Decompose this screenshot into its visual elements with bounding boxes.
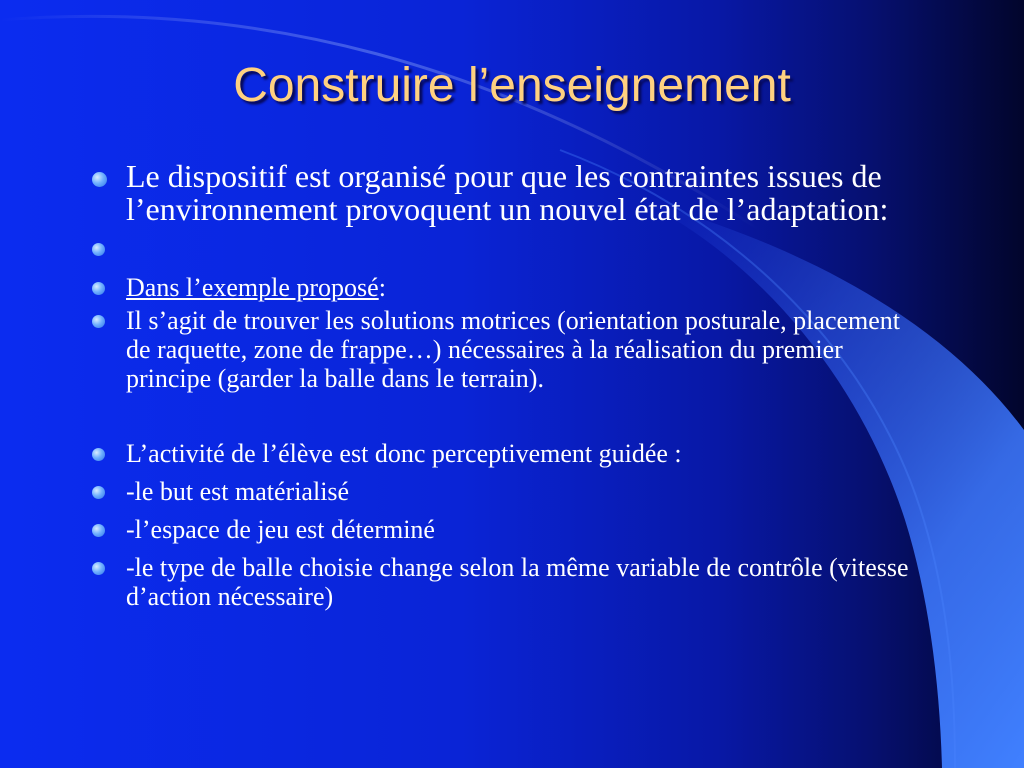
bullet-icon [92,172,107,187]
list-item-text: -le but est matérialisé [126,477,350,506]
bullet-icon [92,315,105,328]
list-item [90,273,920,302]
list-item [90,553,920,611]
list-item-suffix: : [879,191,889,227]
bullet-icon [92,562,105,575]
list-item [90,477,920,506]
list-item [90,160,920,226]
bullet-list [90,160,920,611]
bullet-icon [92,448,105,461]
bullet-icon [92,486,105,499]
list-item-text: Le dispositif est organisé pour que les contraintes issues de l’environnement provoquent un nouvel état de l’adaptation [126,158,882,227]
list-item-text: L’activité de l’élève est donc perceptivement guidée : [126,439,682,468]
list-item [90,439,920,468]
list-item-text: -le type de balle choisie change selon la même variable de contrôle (vitesse d’action nécessaire) [126,553,909,611]
list-item [90,306,920,393]
list-item [90,234,920,263]
list-item-text: Il s’agit de trouver les solutions motrices (orientation posturale, placement de raquette, zone de frappe…) nécessaires à la réalisation du premier principe (garder la balle dans le terrain). [126,306,901,393]
slide-title: Construire l’enseignement [233,59,791,112]
bullet-icon [92,524,105,537]
list-item [90,515,920,544]
bullet-icon [92,243,105,256]
list-item-text: -l’espace de jeu est déterminé [126,515,435,544]
list-item-suffix: : [378,273,386,302]
bullet-icon [92,282,105,295]
list-item-link-text: Dans l’exemple proposé [126,273,379,302]
